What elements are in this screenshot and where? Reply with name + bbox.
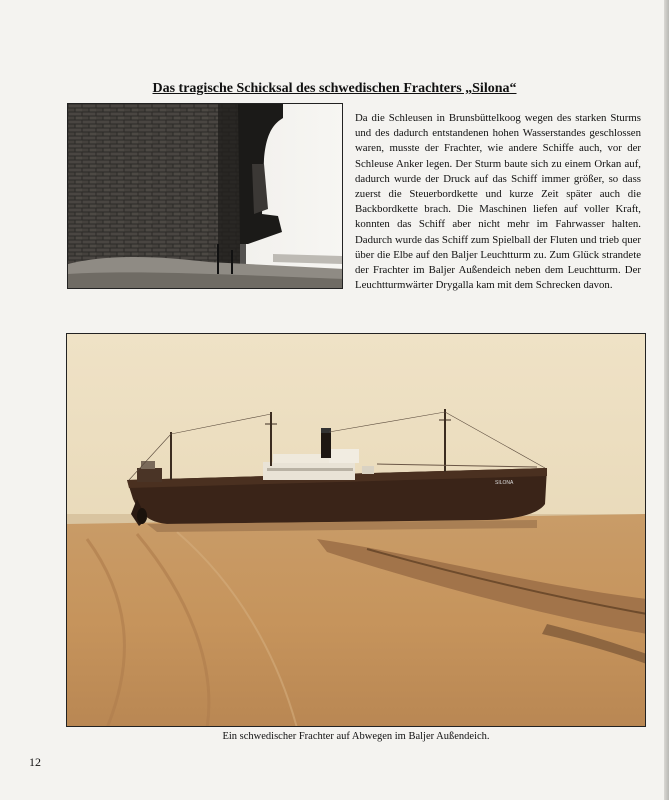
page-edge [664, 0, 669, 800]
ship-name-label: SILONA [495, 480, 514, 486]
page-number: 12 [29, 755, 41, 769]
stranded-ship-photo [66, 333, 646, 727]
photo-caption: Ein schwedischer Frachter auf Abwegen im Baljer Außendeich. [222, 731, 490, 742]
page-title: Das tragische Schicksal des schwedischen Frachters „Silona“ [152, 81, 517, 96]
lighthouse-photo [67, 103, 343, 289]
article-text: Da die Schleusen in Brunsbüttelkoog wegen des starken Sturms und des dadurch entstandenen hohen Wasserstandes geschlossen waren, musste der Frachter, wie andere Schiffe auch, vor der Schleuse Anker legen. Der Sturm baute sich zu einem Orkan auf, dadurch wurde der Druck auf das Schiff immer größer, so dass zuerst die Steuerbordkette und kurze Zeit später auch die Backbordkette brach. Die Maschinen liefen auf voller Kraft, konnten das Schiff aber nicht mehr im Fahrwasser halten. Dadurch wurde das Schiff zum Spielball der Fluten und trieb quer über die Elbe auf den Baljer Leuchtturm zu. Zum Glück strandete der Frachter im Baljer Außendeich neben dem Leuchtturm. Der Leuchtturmwärter Drygalla kam mit dem Schrecken davon. [355, 112, 641, 292]
